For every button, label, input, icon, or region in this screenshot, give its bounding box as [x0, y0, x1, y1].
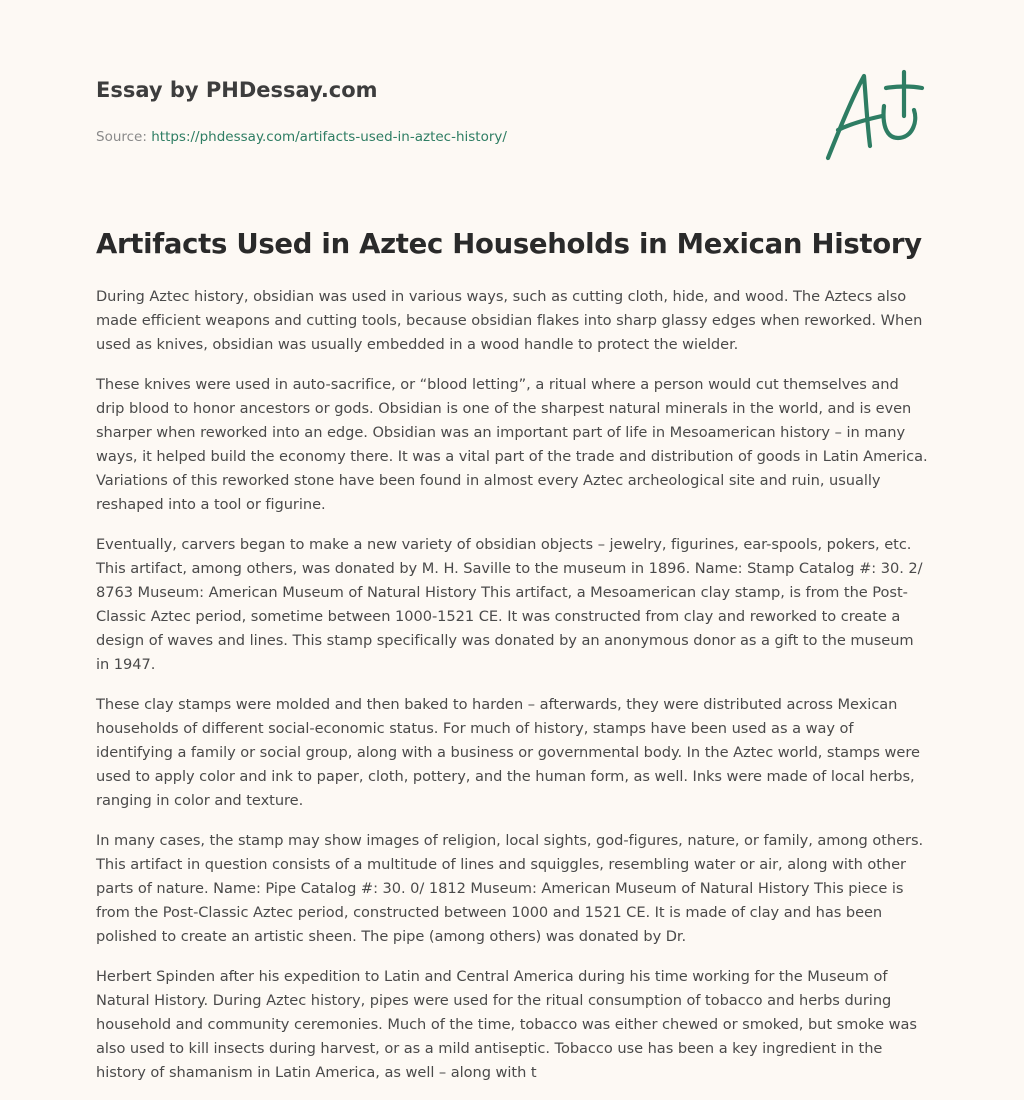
- essay-paragraph: During Aztec history, obsidian was used in various ways, such as cutting cloth, hide, and wood. The Aztecs also made efficient weapons and cutting tools, because obsidian flakes into sharp glassy edges when reworked. When used as knives, obsidian was usually embedded in a wood handle to protect the wielder.: [96, 288, 923, 353]
- essay-paragraph: In many cases, the stamp may show images of religion, local sights, god-figures, nature, or family, among others. This artifact in question consists of a multitude of lines and squiggles, resembling water or air, along with other parts of nature. Name: Pipe Catalog #: 30. 0/ 1812 Museum: American Museum of Natural History This piece is from the Post-Classic Aztec period, constructed between 1000 and 1521 CE. It is made of clay and has been polished to create an artistic sheen. The pipe (among others) was donated by Dr.: [96, 832, 924, 945]
- page-header: [96, 76, 796, 147]
- brand-title: Essay by PHDessay.com: [96, 78, 378, 102]
- essay-paragraph: These clay stamps were molded and then baked to harden – afterwards, they were distributed across Mexican households of different social-economic status. For much of history, stamps have been used as a way of identifying a family or social group, along with a business or governmental body. In the Aztec world, stamps were used to apply color and ink to paper, cloth, pottery, and the human form, as well. Inks were made of local herbs, ranging in color and texture.: [96, 696, 920, 809]
- essay-paragraph: These knives were used in auto-sacrifice, or “blood letting”, a ritual where a person would cut themselves and drip blood to honor ancestors or gods. Obsidian is one of the sharpest natural minerals in the world, and is even sharper when reworked into an edge. Obsidian was an important part of life in Mesoamerican history – in many ways, it helped build the economy there. It was a vital part of the trade and distribution of goods in Latin America. Variations of this reworked stone have been found in almost every Aztec archeological site and ruin, usually reshaped into a tool or figurine.: [96, 376, 928, 513]
- essay-title: Artifacts Used in Aztec Households in Mexican History: [96, 228, 922, 260]
- a-plus-grade-icon: [820, 66, 930, 166]
- essay-paragraph: Eventually, carvers began to make a new variety of obsidian objects – jewelry, figurines, ear-spools, pokers, etc. This artifact, among others, was donated by M. H. Saville to the museum in 1896. Name: Stamp Catalog #: 30. 2/ 8763 Museum: American Museum of Natural History This artifact, a Mesoamerican clay stamp, is from the Post-Classic Aztec period, sometime between 1000-1521 CE. It was constructed from clay and reworked to create a design of waves and lines. This stamp specifically was donated by an anonymous donor as a gift to the museum in 1947.: [96, 536, 923, 673]
- essay-body: [96, 285, 931, 1100]
- source-line: [96, 127, 796, 147]
- source-link[interactable]: https://phdessay.com/artifacts-used-in-aztec-history/: [151, 129, 507, 145]
- source-label: Source:: [96, 129, 152, 145]
- essay-paragraph: Herbert Spinden after his expedition to Latin and Central America during his time working for the Museum of Natural History. During Aztec history, pipes were used for the ritual consumption of tobacco and herbs during household and community ceremonies. Much of the time, tobacco was either chewed or smoked, but smoke was also used to kill insects during harvest, or as a mild antiseptic. Tobacco use has been a key ingredient in the history of shamanism in Latin America, as well – along with t: [96, 968, 917, 1081]
